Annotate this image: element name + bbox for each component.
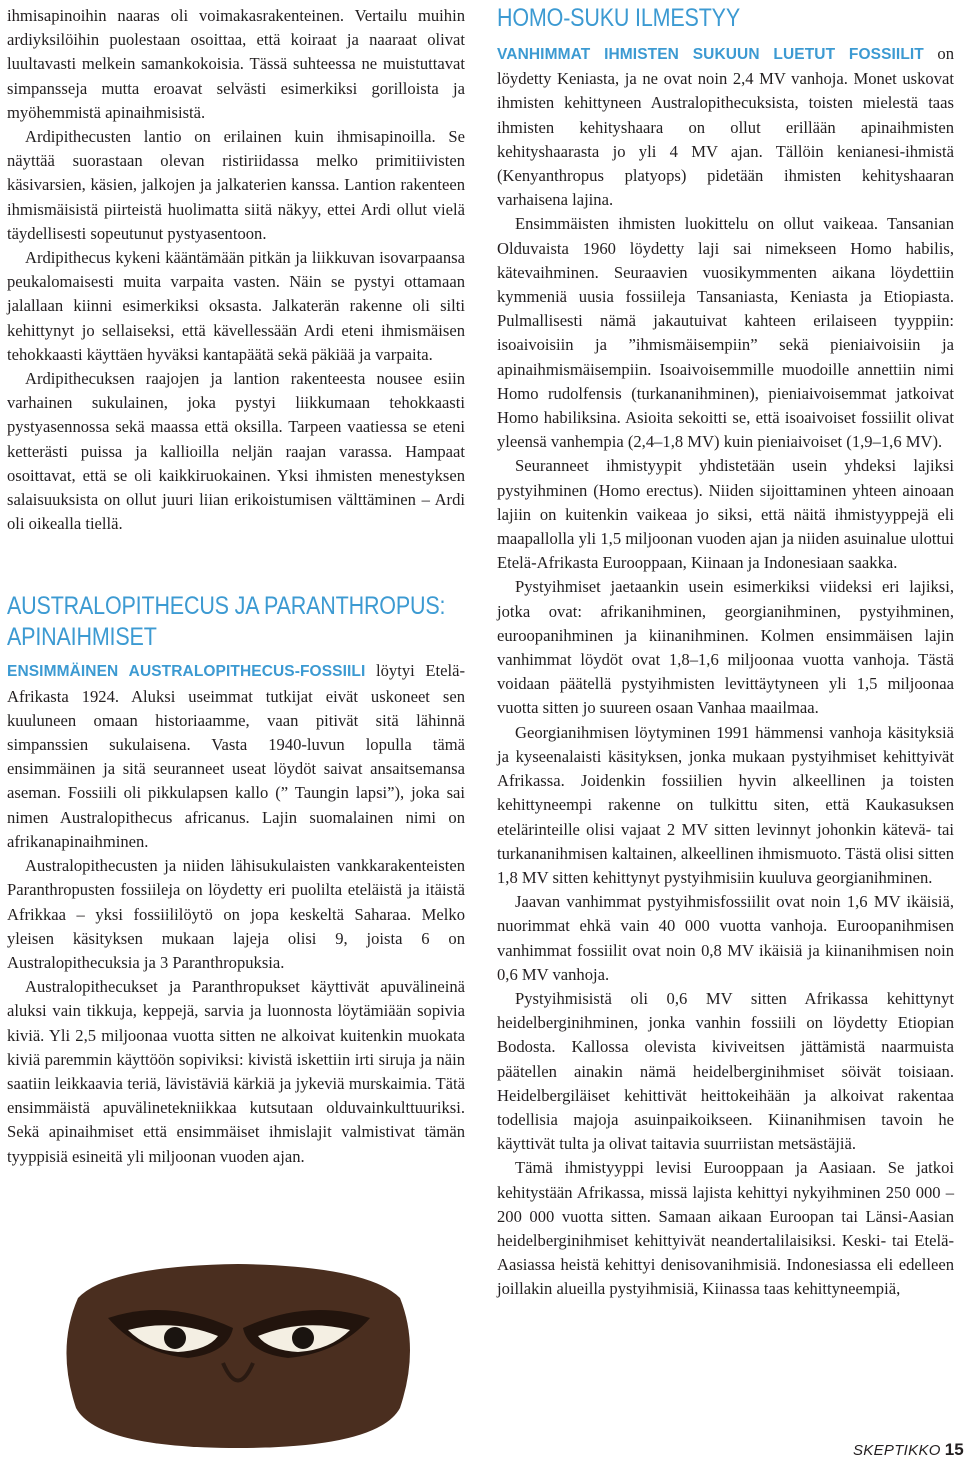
- lead-paragraph: [497, 42, 954, 212]
- article-paragraph: Pystyihmiset jaetaankin usein esimerkiksi viideksi eri lajiksi, jotka ovat: afrikanihminen, georgianihminen, pystyihminen, euroopanihminen ja kiinanihminen. Kolmen ensimmäisen lajin vanhimmat löydöt ovat 1,8–1,6 miljoonaa vuotta vanhoja. Tästä voidaan päätellä pystyihmisten levittäytyneen yli 1,5 miljoonaa vuotta sitten jo suureen osaan Vanhaa maailmaa.: [497, 577, 954, 718]
- section-title-australopithecus: AUSTRALOPITHECUS JA PARANTHROPUS: APINAIHMISET: [7, 592, 446, 652]
- article-paragraph: Georgianihmisen löytyminen 1991 hämmensi vanhoja käsityksiä ja kyseenalaisti käsityksen, jonka mukaan pystyihmiset kehittyivät Afrikassa. Joidenkin fossiilien hyvin alkeellinen ja toisten kehittyneempi rakenne on tulkittu siten, että Kaukasuksen etelärinteille olisi vajaat 2 MV sitten levinnyt johonkin kätevä- tai turkananihmisen kaltainen, alkeellinen ihmismuoto. Tästä olisi sitten 1,8 MV sitten kehittynyt pystyihmisiin kuuluva georgianihminen.: [497, 722, 954, 887]
- section-title-homo: HOMO-SUKU ILMESTYY: [497, 4, 740, 32]
- left-pupil: [164, 1327, 186, 1349]
- run-in-heading: VANHIMMAT IHMISTEN SUKUUN LUETUT FOSSIILIT: [497, 46, 924, 63]
- face-mask-image: [48, 1258, 428, 1448]
- article-paragraph: Australopithecukset ja Paranthropukset käyttivät apuvälineinä aluksi vain tikkuja, keppejä, sarvia ja luonnosta löytämiään sopivia kiviä. Yli 2,5 miljoonaa vuotta sitten ne alkoivat kuitenkin muokata kiviä paremmin käyttöön sopiviksi: kivistä iskettiin irti siruja ja näin saatiin leikkaavia teriä, lävistäviä kärkiä ja jykeviä murskaimia. Tätä ensimmäistä apuvälinetekniikkaa kutsutaan olduvainkulttuuriksi. Sekä apinaihmiset että ensimmäiset ihmislajit valmistivat tämän tyyppisiä esineitä yli miljoonan vuoden ajan.: [7, 977, 465, 1166]
- run-in-heading: ENSIMMÄINEN AUSTRALOPITHECUS-FOSSIILI: [7, 663, 366, 681]
- article-paragraph: Tämä ihmistyyppi levisi Eurooppaan ja Aasiaan. Se jatkoi kehitystään Afrikassa, missä lajista kehittyi nykyihminen 250 000 – 200 000 vuotta sitten. Samaan aikaan Euroopan tai Länsi-Aasian heidelberginihmiset kehittyivät neandertalilaisiksi. Keski- tai Etelä-Aasiassa heistä kehittyi denisovanihmisiä. Indonesiassa eli edelleen joillakin alueilla pystyihmisiä, Kiinassa taas kehittyneempiä,: [497, 1158, 954, 1299]
- article-paragraph: Seuranneet ihmistyypit yhdistetään usein yhdeksi lajiksi pystyihminen (Homo erectus). Niiden sijoittaminen yhteen ainoaan lajiin on kuitenkin vaikeaa jo siksi, että näitä ihmistyyppejä eli maapallolla yli 1,5 miljoonan vuoden ajan ja niiden asuinalue ulottui Etelä-Afrikasta Eurooppaan, Kiinaan ja Indonesiaan saakka.: [497, 456, 954, 573]
- right-pupil: [292, 1327, 314, 1349]
- lead-text: löytyi Etelä-Afrikasta 1924. Aluksi useimmat tutkijat eivät uskoneet sen kuuluneen omaan historiaamme, vaan pitivät sitä lähinnä simpanssien sukulaisena. Vasta 1940-luvun lopulla tämä ensimmäinen ja sitä seuranneet useat löydöt saivat ansaitsemansa aseman. Fossiili oli pikkulapsen kallo (” Taungin lapsi”), joka sai nimen Australopithecus africanus. Lajin suomalainen nimi on afrikanapinaihminen.: [7, 661, 465, 851]
- article-paragraph: Ardipithecusten lantio on erilainen kuin ihmisapinoilla. Se näyttää suorastaan olevan ristiriidassa melko primitiivisten käsivarsien, käsien, jalkojen ja jalkaterien kanssa. Lantion rakenteen ihmismäisistä piirteistä huolimatta siitä näkyy, ettei Ardi ollut vielä täydellisesti sopeutunut pystyasentoon.: [7, 127, 465, 243]
- eyes-illustration: [48, 1258, 428, 1448]
- article-paragraph: Australopithecusten ja niiden lähisukulaisten vankkarakenteisten Paranthropusten fossiileja on löydetty eri puolilta eteläistä ja itäistä Afrikkaa – yksi fossiililöytö on jopa keskeltä Saharaa. Melko yleisen käsityksen mukaan lajeja olisi 9, joista 6 on Australopithecuksia ja 3 Paranthropuksia.: [7, 856, 465, 972]
- page-footer: [853, 1440, 964, 1460]
- article-paragraph: Ardipithecus kykeni kääntämään pitkän ja liikkuvan isovarpaansa peukalomaisesti muita varpaita vasten. Näin se pystyi ottamaan jalallaan kiinni esimerkiksi oksasta. Jalkaterän rakenne oli silti kehittynyt jo sellaiseksi, että kävellessään Ardi eteni ihmismäisen tehokkaasti käyttäen hyväksi kantapäätä sekä päkiää ja varpaita.: [7, 248, 465, 364]
- left-column: [7, 4, 465, 1169]
- lead-text: on löydetty Keniasta, ja ne ovat noin 2,4 MV vanhoja. Monet uskovat ihmisten kehittyneen Australopithecuksista, toisten mielestä taas ihmisten kehityshaara on ollut erillään apinaihmisten kehityshaarasta jo yli 4 MV ajan. Tällöin kenianesi-ihmistä (Kenyanthropus platyops) pidetään ihmisten kehityshaaran varhaisena lajina.: [497, 44, 954, 210]
- article-paragraph: Ardipithecuksen raajojen ja lantion rakenteesta nousee esiin varhainen sukulainen, joka pystyi liikkumaan tehokkaasti pystyasennossa sekä maassa että oksilla. Tarpeen vaatiessa se eteni ketterästi puissa ja kallioilla neljän raajan varassa. Hampaat osoittavat, että se oli kaikkiruokainen. Yksi ihmisten menestyksen salaisuuksista on ollut juuri liian erikoistumisen välttäminen – Ardi oli oikealla tiellä.: [7, 369, 465, 534]
- right-column: [497, 4, 954, 1302]
- article-paragraph: Jaavan vanhimmat pystyihmisfossiilit ovat noin 1,6 MV ikäisiä, nuorimmat ehkä vain 40 000 vuotta vanhoja. Euroopanihmisen vanhimmat fossiilit ovat noin 0,8 MV ikäisiä ja kiinanihmisen noin 0,6 MV vanhoja.: [497, 892, 954, 984]
- lead-paragraph: [7, 659, 465, 854]
- article-paragraph: ihmisapinoihin naaras oli voimakasrakenteinen. Vertailu muihin ardiyksilöihin puolestaan osoittaa, että koiraat ja naaraat olivat luultavasti melkein samankokoisia. Tässä suhteessa ne muistuttavat simpansseja mutta eroavat selvästi esimerkiksi gorilloista ja myöhemmistä apinaihmisistä.: [7, 6, 465, 122]
- article-paragraph: Ensimmäisten ihmisten luokittelu on ollut vaikeaa. Tansanian Olduvaista 1960 löydetty laji sai nimekseen Homo habilis, kätevaihminen. Seuraavien vuosikymmenten aikana löydettiin kymmeniä uusia fossiileja Tansaniasta, Keniasta ja Etiopiasta. Pulmallisesti nämä jakautuivat kahteen erilaiseen tyyppiin: isoaivoisiin ja ”ihmismäisempiin” sekä pieniaivoisiin ja apinaihmismäisempiin. Isoaivoisemmille muodoille annettiin nimi Homo rudolfensis (turkananihminen), pieniaivoisemmat jatkoivat Homo habiliksina. Asioita sekoitti se, että isoaivoiset fossiilit olivat yleensä vanhempia (2,4–1,8 MV) kuin pieniaivoiset (1,9–1,6 MV).: [497, 214, 954, 452]
- article-paragraph: Pystyihmisistä oli 0,6 MV sitten Afrikassa kehittynyt heidelberginihminen, jonka vanhin fossiili on löydetty Etiopian Bodosta. Kallossa olevista kiviveitsen jättämistä naarmuista päätellen ainakin nämä heidelberginihmiset söivät toisiaan. Heidelbergiläiset kehittivät heittokeihään ja alkoivat rakentaa todellisia majoja asuinpaikoikseen. Kiinanihmisen tavoin he käyttivät tulta ja olivat taitavia suurriistan metsästäjiä.: [497, 988, 954, 1154]
- magazine-name: SKEPTIKKO: [853, 1442, 941, 1459]
- page-number: 15: [944, 1440, 964, 1459]
